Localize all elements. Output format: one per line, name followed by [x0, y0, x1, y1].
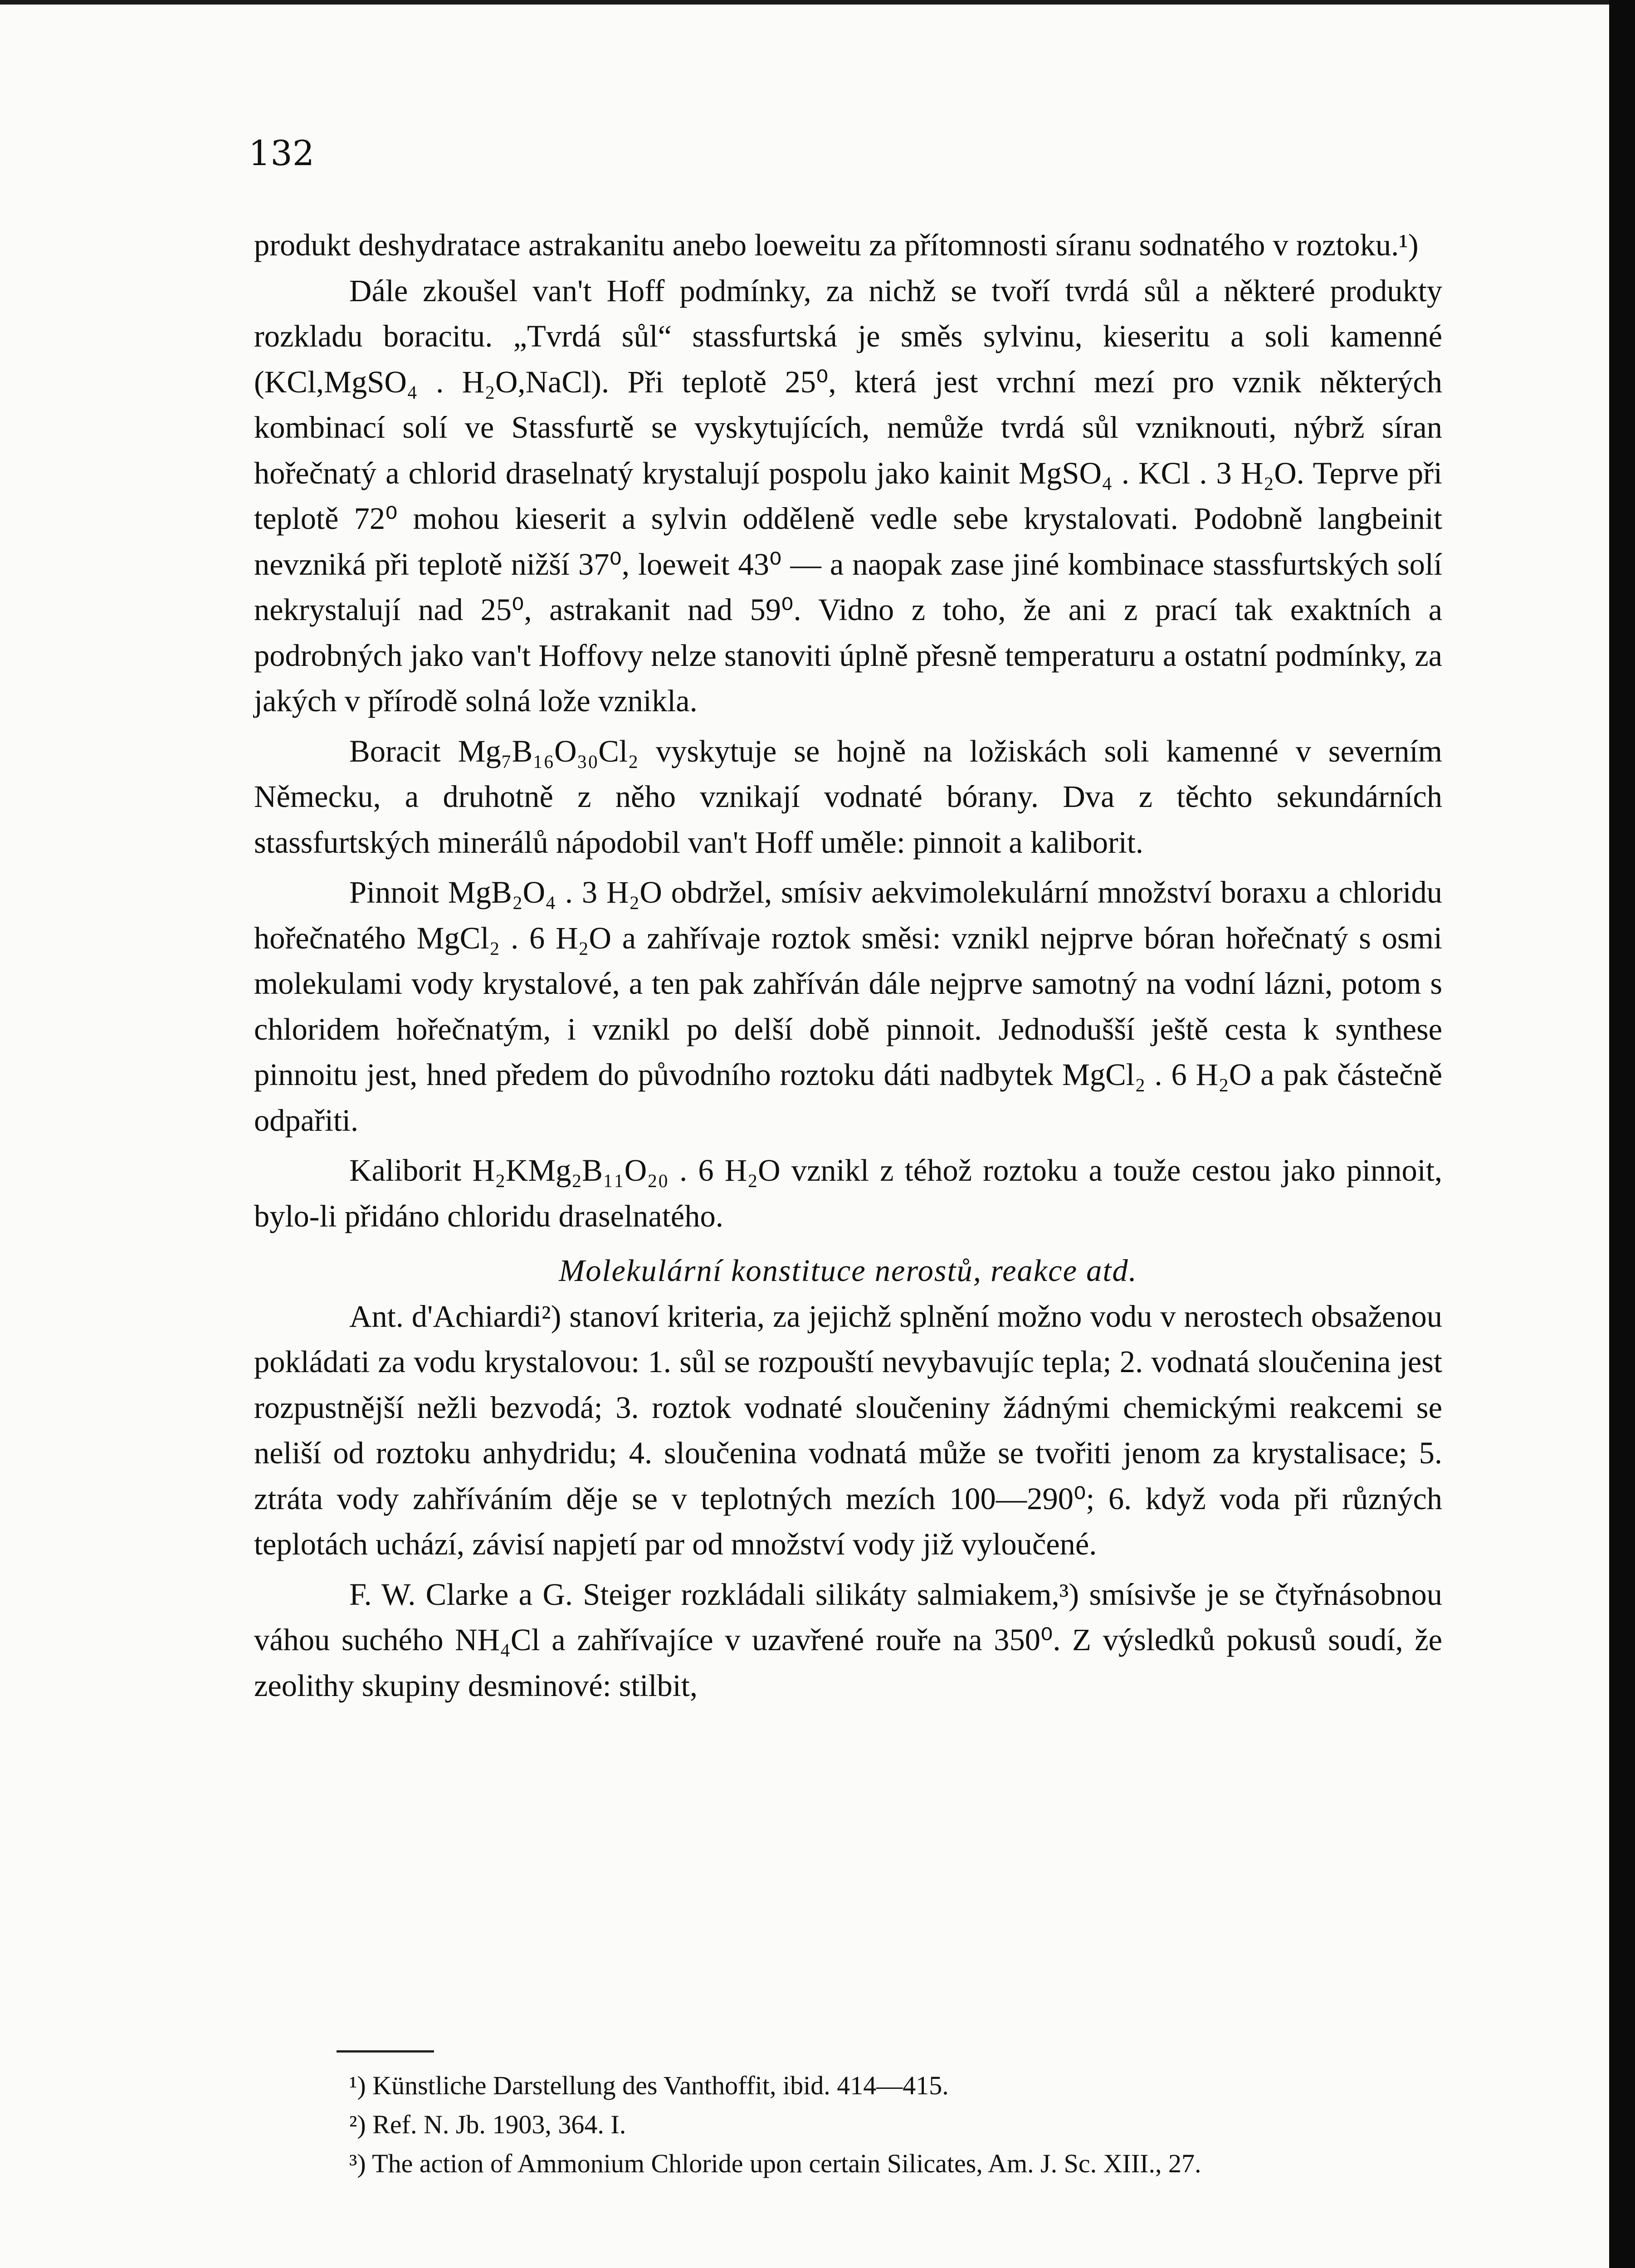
footnote-separator	[337, 2050, 434, 2053]
paragraph-1: produkt deshydratace astrakanitu anebo loeweitu za přítomnosti síranu sodnatého v roztoku.¹)	[254, 228, 1419, 262]
paragraph-7: F. W. Clarke a G. Steiger rozkládali silikáty salmiakem,³) smísivše je se čtyřnásobnou váhou suchého NH₄Cl a zahřívajíce v uzavřené rouře na 350⁰. Z výsledků pokusů soudí, že zeolithy skupiny desminové: stilbit,	[254, 1577, 1442, 1703]
paragraph-3: Boracit Mg₇B₁₆O₃₀Cl₂ vyskytuje se hojně na ložiskách soli kamenné v severním Německu, a druhotně z něho vznikají vodnaté bórany. Dva z těchto sekundárních stassfurtských minerálů nápodobil van't Hoff uměle: pinnoit a kaliborit.	[254, 733, 1442, 860]
paragraph-5: Kaliborit H₂KMg₂B₁₁O₂₀ . 6 H₂O vznikl z téhož roztoku a touže cestou jako pinnoit, bylo-li přidáno chloridu draselnatého.	[254, 1153, 1442, 1233]
footnote-2: ²) Ref. N. Jb. 1903, 364. I.	[349, 2110, 626, 2139]
footnote-1: ¹) Künstliche Darstellung des Vanthoffit, ibid. 414—415.	[349, 2071, 949, 2100]
paragraph-2: Dále zkoušel van't Hoff podmínky, za nichž se tvoří tvrdá sůl a některé produkty rozkladu boracitu. „Tvrdá sůl“ stassfurtská je směs sylvinu, kieseritu a soli kamenné (KCl,MgSO₄ . H₂O,NaCl). Při teplotě 25⁰, která jest vrchní mezí pro vznik některých kombinací solí ve Stassfurtě se vyskytujících, nemůže tvrdá sůl vzniknouti, nýbrž síran hořečnatý a chlorid draselnatý krystalují pospolu jako kainit MgSO₄ . KCl . 3 H₂O. Teprve při teplotě 72⁰ mohou kieserit a sylvin odděleně vedle sebe krystalovati. Podobně langbeinit nevzniká při teplotě nižší 37⁰, loeweit 43⁰ — a naopak zase jiné kombinace stassfurtských solí nekrystalují nad 25⁰, astrakanit nad 59⁰. Vidno z toho, že ani z prací tak exaktních a podrobných jako van't Hoffovy nelze stanoviti úplně přesně temperaturu a ostatní podmínky, za jakých v přírodě solná lože vznikla.	[254, 273, 1442, 718]
footnote-3: ³) The action of Ammonium Chloride upon certain Silicates, Am. J. Sc. XIII., 27.	[349, 2149, 1201, 2178]
page-number: 132	[249, 133, 315, 173]
section-heading: Molekulární konstituce nerostů, reakce atd.	[559, 1253, 1137, 1288]
body-text	[254, 222, 1442, 1708]
paragraph-4: Pinnoit MgB₂O₄ . 3 H₂O obdržel, smísiv aekvimolekulární množství boraxu a chloridu hořečnatého MgCl₂ . 6 H₂O a zahřívaje roztok směsi: vznikl nejprve bóran hořečnatý s osmi molekulami vody krystalové, a ten pak zahříván dále nejprve samotný na vodní lázni, potom s chloridem hořečnatým, i vznikl po delší době pinnoit. Jednodušší ještě cesta k synthese pinnoitu jest, hned předem do původního roztoku dáti nadbytek MgCl₂ . 6 H₂O a pak částečně odpařiti.	[254, 875, 1442, 1138]
scan-edge	[1609, 0, 1635, 2268]
paragraph-6: Ant. d'Achiardi²) stanoví kriteria, za jejichž splnění možno vodu v nerostech obsaženou pokládati za vodu krystalovou: 1. sůl se rozpouští nevybavujíc tepla; 2. vodnatá sloučenina jest rozpustnější nežli bezvodá; 3. roztok vodnaté sloučeniny žádnými chemickými reakcemi se neliší od roztoku anhydridu; 4. sloučenina vodnatá může se tvořiti jenom za krystalisace; 5. ztráta vody zahříváním děje se v teplotných mezích 100—290⁰; 6. když voda při různých teplotách uchází, závisí napjetí par od množství vody již vyloučené.	[254, 1299, 1442, 1561]
footnotes	[349, 2066, 1447, 2183]
top-scan-border	[0, 0, 1609, 5]
